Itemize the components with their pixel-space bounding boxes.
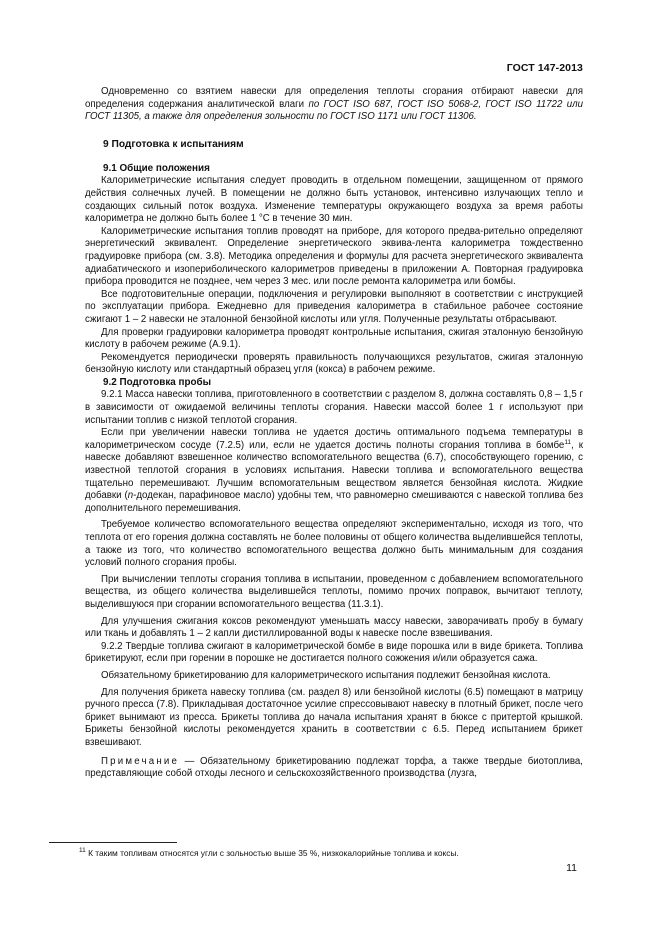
paragraph-9-1-e: Рекомендуется периодически проверять правильность получающихся результатов, сжигая эталонную бензойную кислоту или стандартный образец угля (кокса) в рабочем режиме.: [85, 351, 583, 376]
paragraph-9-1-a: Калориметрические испытания следует проводить в отдельном помещении, защищенном от прямого действия солнечных лучей. В помещении не должно быть установок, интенсивно излучающих тепло и создающих сильный поток воздуха. Изменение температуры окружающего воздуха за время работы калориметра не должно быть более 1 °С в течение 30 мин.: [85, 175, 583, 225]
footnote-mark: 11: [79, 847, 86, 855]
intro-standards-text: по ГОСТ ISO 687, ГОСТ ISO 5068-2, ГОСТ ISO 11722 или ГОСТ 11305, а также для определения зольности по ГОСТ ISO 1171 или ГОСТ 11306.: [85, 98, 583, 123]
paragraph-9-2-1: 9.2.1 Масса навески топлива, приготовленного в соответствии с разделом 8, должна составлять 0,8 – 1,5 г в зависимости от ожидаемой величины теплоты сгорания. Навески массой более 1 г используют при испытании топлив с низкой теплотой сгорания.: [85, 389, 583, 426]
intro-text: Одновременно со взятием навески для определения теплоты сгорания отбирают навески для определения содержания аналитической влаги: [85, 86, 583, 110]
document-id: ГОСТ 147-2013: [506, 62, 583, 74]
subsection-9-2-heading: 9.2 Подготовка пробы: [103, 376, 212, 388]
subsection-9-1-heading: 9.1 Общие положения: [103, 162, 210, 174]
paragraph-required-amount: Требуемое количество вспомогательного вещества определяют экспериментально, исходя из того, что теплота от его горения должна составлять не более половины от общего количества выделившейся теплоты, а также из того, что количество вспомогательного вещества должно быть минимальным для создания условий полного сгорания пробы.: [85, 519, 583, 569]
paragraph-benzoic-briquette: Обязательному брикетированию для калориметрического испытания подлежит бензойная кислота.: [101, 669, 551, 681]
additive-text-c: -додекан, парафиновое масло) удобны тем, что равномерно смешиваются с навеской топлива без дополнительного перемешивания.: [85, 490, 584, 514]
page-number: 11: [566, 862, 577, 874]
page-content: [85, 86, 583, 781]
footnote-text: К таким топливам относятся угли с зольностью выше 35 %, низкокалорийные топлива и коксы.: [85, 848, 459, 858]
section-9-heading: 9 Подготовка к испытаниям: [103, 138, 244, 150]
note-paragraph: [85, 756, 583, 781]
additive-text-a: Если при увеличении навески топлива не удается достичь оптимального подъема температуры в калориметрическом сосуде (7.2.5) или, если не удается достичь полноты сгорания топлива в бомбе: [85, 427, 583, 451]
additive-text-b: , к навеске добавляют взвешенное количество вспомогательного вещества (6.7), способствующего горению, с известной теплотой сгорания в условиях испытания. Навески топлива и вспомогательного вещества тщательно перемешивают. Лучшим вспомогательным веществом является бензойная кислота. Жидкие добавки (: [85, 439, 583, 502]
paragraph-9-2-2: 9.2.2 Твердые топлива сжигают в калориметрической бомбе в виде порошка или в виде брикета. Топлива брикетируют, если при горении в порошке не достигается полного сожжения и/или образуется сажа.: [85, 640, 583, 665]
intro-paragraph: [85, 86, 583, 124]
footnote-divider: [49, 842, 177, 843]
paragraph-9-1-b: Калориметрические испытания топлив проводят на приборе, для которого предва-рительно определяют энергетический эквивалент. Определение энергетического эквива-лента калориметра тождественно градуировке прибора (см. 3.8). Методика определения и формулы для расчета энергетического эквивалента адиабатического и изопериболического калориметров приведены в приложении А. Повторная градуировка прибора проводится не позднее, чем через 3 мес. или после ремонта калориметра или бомбы.: [85, 225, 583, 288]
paragraph-briquette-procedure: Для получения брикета навеску топлива (см. раздел 8) или бензойной кислоты (6.5) помещают в матрицу ручного пресса (7.8). Прикладывая достаточное усилие спрессовывают навеску в плотный брикет, после чего брикет вынимают из пресса. Брикеты топлива до начала испытания хранят в бюксе с притертой крышкой. Брикеты бензойной кислоты рекомендуется хранить в соответствии с 6.5. Перед испытанием брикет взвешивают.: [85, 686, 583, 748]
paragraph-cokes: Для улучшения сжигания коксов рекомендуют уменьшать массу навески, заворачивать пробу в бумагу или ткань и добавлять 1 – 2 капли дистиллированной воды к навеске после взвешивания.: [85, 615, 583, 640]
paragraph-9-1-c: Все подготовительные операции, подключения и регулировки выполняют в соответствии с инструкцией по эксплуатации прибора. Ежедневно для приведения калориметра в стабильное рабочее состояние сжигают 1 – 2 навески не эталонной бензойной кислоты или угля. Полученные результаты отбрасывают.: [85, 288, 583, 325]
additive-text-italic: n: [127, 490, 134, 502]
footnote: [79, 848, 579, 859]
paragraph-9-1-d: Для проверки градуировки калориметра проводят контрольные испытания, сжигая эталонную бензойную кислоту в рабочем режиме (А.9.1).: [85, 326, 583, 351]
note-label: Примечание: [101, 755, 180, 767]
footnote-reference: 11: [564, 438, 572, 446]
paragraph-9-2-1-additive: [85, 427, 583, 515]
paragraph-calculation: При вычислении теплоты сгорания топлива в испытании, проведенном с добавлением вспомогательного вещества, из общего количества выделившейся теплоты, помимо прочих поправок, вычитают теплоту, выделившуюся при сгорании вспомогательного вещества (11.3.1).: [85, 573, 583, 610]
note-text: — Обязательному брикетированию подлежат торфа, а также твердые биотоплива, представляющие собой отходы лесного и сельскохозяйственного производства (лузга,: [85, 755, 583, 780]
